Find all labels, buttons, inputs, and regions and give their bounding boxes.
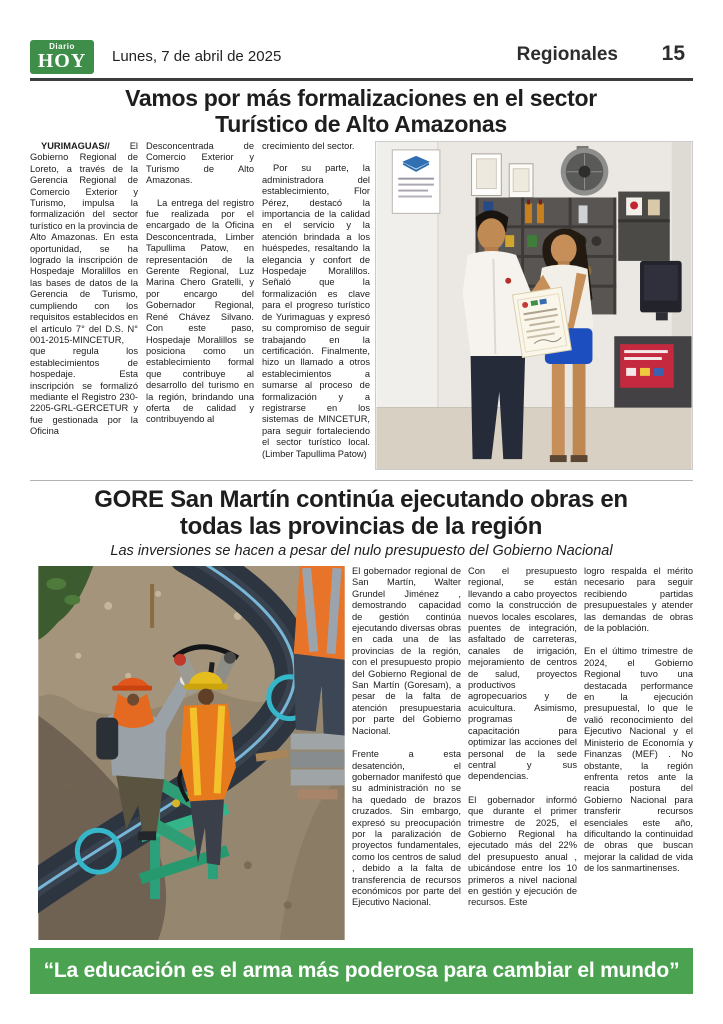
concrete-blocks [291,734,345,800]
article2-column-2 [468,566,577,940]
side-shelf [618,192,670,261]
article2-headline: GORE San Martín continúa ejecutando obras en todas las provincias de la región [94,486,628,540]
article1-paragraph [30,141,138,438]
article2-paragraph: En el último trimestre de 2024, el Gobierno Regional tuvo una destacada performance en la ejecución presupuestal, lo que le valió reconocimiento del Ejecutivo Nacional y el Ministerio de Economía y Finanzas (MEF) . No obstante, la región enfrenta retos ante la reacia postura del Gobierno Nacional para transferir recursos esenciales este año, dificultando la continuidad de obras que buscan mejorar la calidad de vida de los sanmartinenses. [584,646,693,874]
article1-paragraph: Desconcentrada de Comercio Exterior y Turismo de Alto Amazonas. [146,141,254,186]
article2-paragraph: Frente a esta desatención, el gobernador manifestó que su administración no se ha quedado de brazos cruzados. Sin embargo, expresó su preocupación por la paralización de proyectos fundamentales, como los centros de salud , debido a la falta de transferencia de recursos económicos por parte del Ejecutivo Nacional. [352,749,461,908]
article2-column-1 [352,566,461,940]
article2-paragraph: logro respalda el mérito necesario para seguir recibiendo partidas presupuestales y atender las demandas de obras de la población. [584,566,693,634]
dateline: YURIMAGUAS// [41,141,110,151]
header-rule [30,78,693,81]
article1-column-1 [30,141,138,478]
article1-paragraph: La entrega del registro fue realizada por el encargado de la Oficina Desconcentrada, Limber Tapullima Patow, en representación de la Gerente Regional, Luz Marina Chero Gratelli, y por encargo del Gobernador Regional, René Chávez Silvano. Con este paso, Hospedaje Moralillos se posiciona como un establecimiento formal que contribuye al desarrollo del turismo en la región, brindando una oferta de calidad y contribuyendo al [146,197,254,425]
article2-photo-pipeline-works [38,566,345,940]
article2-body [352,566,693,940]
logo-main-text: HOY [37,50,87,72]
reception-scene [376,142,692,469]
logo-top-text: Diario [49,42,75,51]
survey-stake [150,584,154,628]
diario-hoy-logo [30,40,94,74]
section-name: Regionales [516,44,618,65]
issue-date: Lunes, 7 de abril de 2025 [112,48,282,65]
article1-photo-certificate-handover [375,141,693,470]
article1-body [30,141,370,478]
article1-paragraph: crecimiento del sector. [262,141,355,151]
article2-paragraph: El gobernador informó que durante el primer trimestre de 2025, el Gobierno Regional ha ejecutado más del 22% del presupuesto anual , ubicándose entre los 10 primeros a nivel nacional en gestión y ejecución de recursos. Este [468,794,577,908]
article1-column-2 [146,141,254,478]
article2-paragraph: Con el presupuesto regional, se están llevando a cabo proyectos como la construcción de nuevos locales escolares, puentes de integración, asfaltado de carreteras, canales de irrigación, mejoramiento de centros de salud, proyectos productivos agropecuarios y de acuicultura. Asimismo, programas de capacitación para optimizar las acciones del personal de la sede central y sus dependencias. [468,566,577,782]
article1-column-3 [262,141,370,478]
article2-subheadline: Las inversiones se hacen a pesar del nulo presupuesto del Gobierno Nacional [110,543,613,559]
article1-col1-text: El Gobierno Regional de Loreto, a través de la Gerencia Regional de Comercio Exterior y Turismo, impulsa la formalización del sector turístico en la provincia de Alto Amazonas. En esta oportunidad, se ha logrado la inscripción de Hospedaje Moralillos en las bases de datos de la Gerencia de Turismo, cumpliendo con los requisitos establecidos en el artículo 7° del D.S. N° 001-2015-MINCETUR, que regula los establecimientos de hospedaje. Esta inscripción se formalizó mediante el Registro 230-2205-GRL-GERCETUR y fue gestionada por la Oficina [30,141,139,437]
quote-banner: “La educación es el arma más poderosa para cambiar el mundo” [30,948,693,994]
article1-headline: Vamos por más formalizaciones en el sector Turístico de Alto Amazonas [125,85,597,138]
wall-poster [392,150,440,213]
article1-paragraph: Por su parte, la administradora del establecimiento, Flor Pérez, destacó la importancia de la calidad en el servicio y la atención brindada a los huéspedes, resaltando la elegancia y confort de Hospedaje Moralillos. Señaló que la formalización es clave para el progreso turístico de Yurimaguas y expresó su compromiso de seguir trabajando en la certificación. Finalmente, hizo un llamado a otros establecimientos a sumarse al proceso de formalización y a registrarse en los sistemas de MINCETUR, para seguir fortaleciendo el sector turístico local. (Limber Tapullima Patow) [262,163,370,459]
article2-column-3 [584,566,693,940]
article2-paragraph: El gobernador regional de San Martín, Walter Grundel Jiménez , demostrando capacidad de gestión continúa ejecutando diversas obras en cada una de las provincias de la región, con el presupuesto propio del Gobierno Regional de San Martín (Goresam), a pesar de la falta de atención presupuestaria por parte del Gobierno Nacional. [352,566,461,736]
certificate [512,287,571,357]
pipeline-scene [38,566,345,940]
article-divider-rule [30,480,693,481]
page-number: 15 [661,42,685,65]
page-header [30,40,693,76]
floor [376,408,691,469]
